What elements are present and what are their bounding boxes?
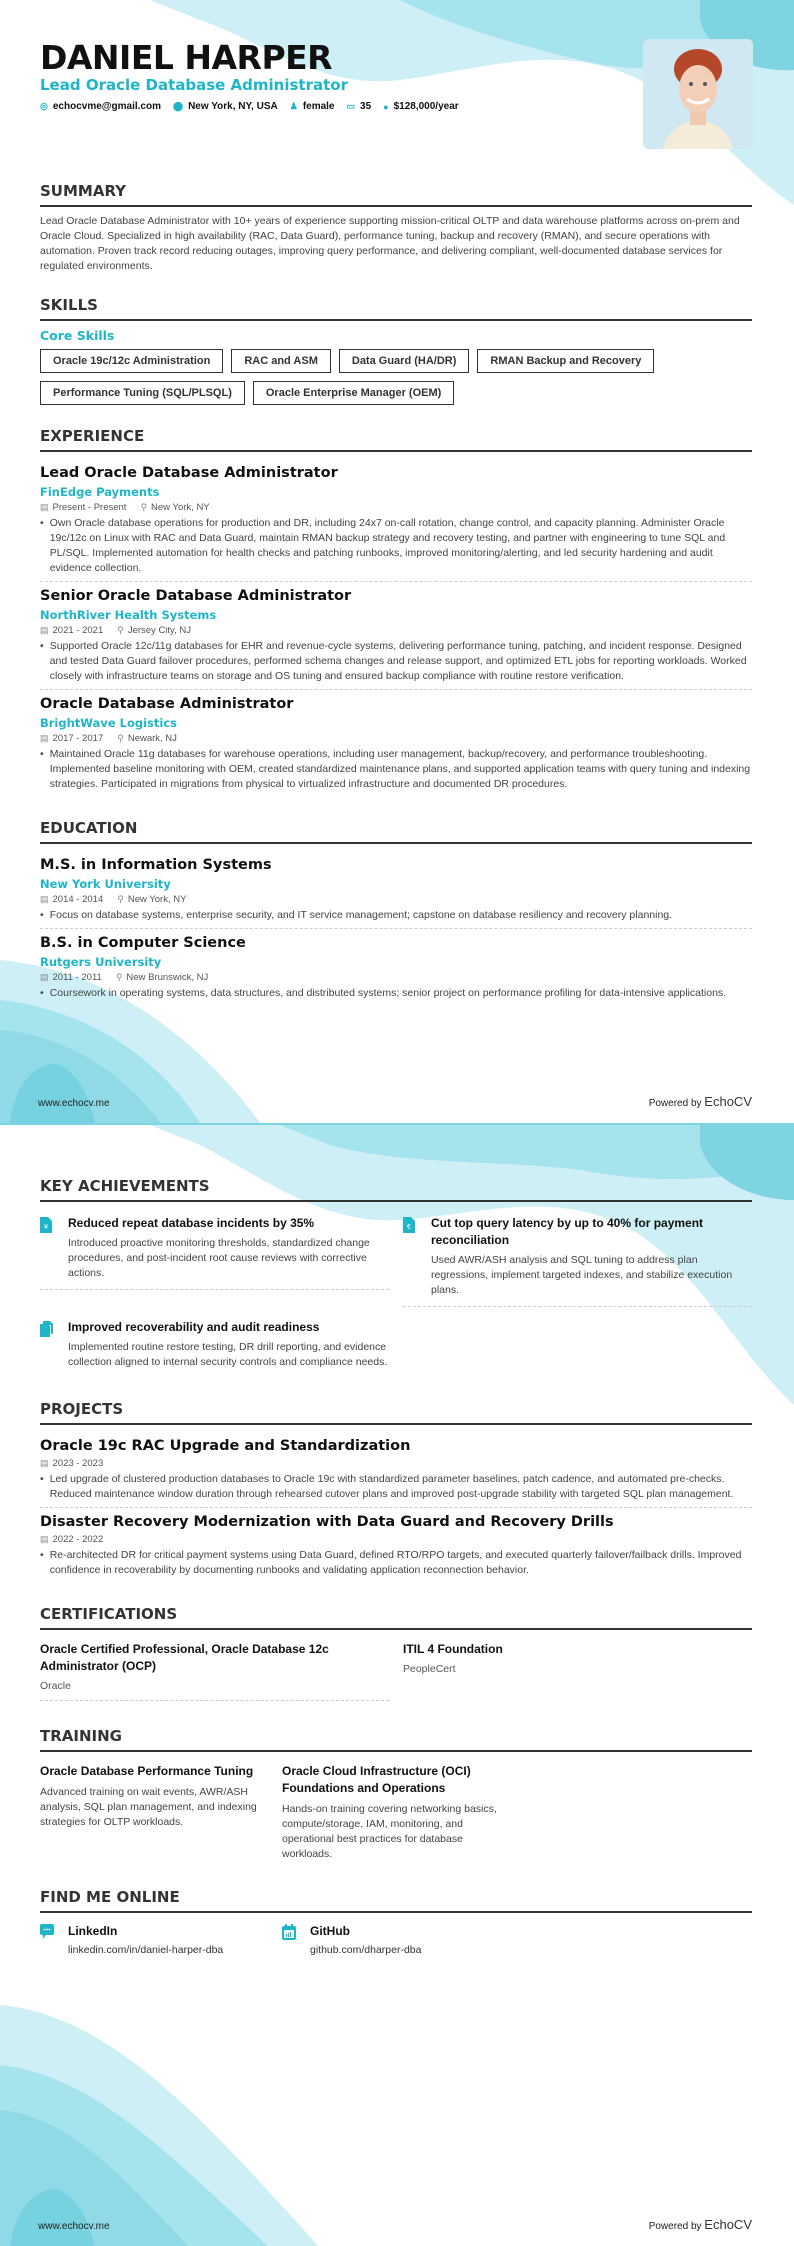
section-heading: SUMMARY xyxy=(40,182,752,207)
page-footer xyxy=(38,2217,752,2232)
job-description: Supported Oracle 12c/11g databases for EHR and revenue-cycle systems, delivering performance tuning, patching, and incident response. Designed and tested Data Guard failover procedures, performed schema changes and release support, and optimized ETL jobs for reporting workloads. Worked closely with infrastructure teams on storage and OS tuning and ensured backup compliance with routine restore verification. xyxy=(49,640,747,682)
training-title: Oracle Cloud Infrastructure (OCI) Foundations and Operations xyxy=(282,1764,471,1795)
location-pin-icon: ⚲ xyxy=(115,972,123,982)
achievement-item xyxy=(40,1313,389,1378)
copy-icon xyxy=(40,1319,54,1370)
person-icon: ♟ xyxy=(289,101,298,111)
online-url[interactable]: linkedin.com/in/daniel-harper-dba xyxy=(68,1944,224,1956)
location-pin-icon: ⬤ xyxy=(172,101,184,111)
edu-dates: 2011 - 2011 xyxy=(52,972,102,983)
online-url[interactable]: github.com/dharper-dba xyxy=(310,1944,422,1956)
section-heading: EDUCATION xyxy=(40,819,752,844)
candidate-name: DANIEL HARPER xyxy=(40,38,333,77)
project-description: Led upgrade of clustered production databases to Oracle 19c with standardized parameter baselines, patch cadence, and automated pre-checks. Reduced maintenance window duration through rehearsed cutover plans and improved post-upgrade stability with targeted SQL plan management. xyxy=(49,1473,734,1500)
company-name: NorthRiver Health Systems xyxy=(40,608,217,622)
edu-description: Focus on database systems, enterprise security, and IT service management; capstone on database resiliency and recovery planning. xyxy=(49,909,673,921)
project-entry: Disaster Recovery Modernization with Data Guard and Recovery Drills ▤ 2022 - 2022 • Re-architected DR for critical payment systems using Data Guard, defined RTO/RPO targets, and executed quarterly failover/failback drills. Improved confidence in recoverability by documenting runbooks and validating application reconnection behavior. xyxy=(40,1508,752,1583)
training-section xyxy=(40,1727,752,1862)
company-name: FinEdge Payments xyxy=(40,485,160,499)
footer-powered-label: Powered by xyxy=(648,1098,702,1109)
job-dates: Present - Present xyxy=(52,502,127,513)
achievement-item xyxy=(403,1209,752,1307)
job-description: Own Oracle database operations for production and DR, including 24x7 on-call rotation, change control, and capacity planning. Administer Oracle 19c/12c on Linux with RAC and Data Guard, maintain RMAN backup strategy and recovery testing, and partner with engineering to tune SQL and PL/SQL. Implemented automation for health checks and patching runbooks, improved monitoring/alerting, and led security hardening and audit evidence collection. xyxy=(49,517,726,574)
project-title: Oracle 19c RAC Upgrade and Standardization xyxy=(40,1438,411,1454)
skill-chip: RAC and ASM xyxy=(231,349,331,373)
experience-entry: Senior Oracle Database Administrator NorthRiver Health Systems ▤ 2021 - 2021 ⚲ Jersey City, NJ • Supported Oracle 12c/11g databases for EHR and revenue-cycle systems, delivering performance tuning, patching, and incident response. Designed and tested Data Guard failover procedures, performed schema changes and release support, and optimized ETL jobs for reporting workloads. Worked closely with infrastructure teams on storage and OS tuning and ensured backup compliance with routine restore verification. xyxy=(40,582,752,690)
location-pin-icon: ⚲ xyxy=(117,625,124,635)
job-location: New York, NY xyxy=(151,502,210,513)
document-icon xyxy=(40,1215,54,1281)
money-icon: ● xyxy=(383,101,389,112)
certifications-section xyxy=(40,1605,752,1701)
edu-location: New York, NY xyxy=(127,894,187,905)
skill-chip: Oracle Enterprise Manager (OEM) xyxy=(253,381,454,405)
achievement-description: Used AWR/ASH analysis and SQL tuning to address plan regressions, implement targeted indexes, and stabilize execution plans. xyxy=(431,1254,733,1296)
document-icon xyxy=(403,1215,417,1298)
achievement-description: Implemented routine restore testing, DR drill reporting, and evidence collection aligned to internal security controls and compliance needs. xyxy=(68,1341,388,1368)
training-title: Oracle Database Performance Tuning xyxy=(40,1764,254,1778)
certification-item xyxy=(403,1637,752,1683)
section-heading: KEY ACHIEVEMENTS xyxy=(40,1177,752,1202)
job-dates: 2021 - 2021 xyxy=(52,625,104,636)
calendar-icon: ▤ xyxy=(40,733,49,743)
job-location: Jersey City, NJ xyxy=(127,625,191,636)
edu-location: New Brunswick, NJ xyxy=(126,972,209,983)
candidate-title: Lead Oracle Database Administrator xyxy=(40,76,348,94)
school-name: New York University xyxy=(40,877,171,891)
job-title: Lead Oracle Database Administrator xyxy=(40,465,338,481)
online-link-github[interactable] xyxy=(282,1920,524,1956)
section-heading: TRAINING xyxy=(40,1727,752,1752)
certification-item xyxy=(40,1637,389,1701)
contact-email[interactable]: echocvme@gmail.com xyxy=(52,101,161,112)
svg-text:¥: ¥ xyxy=(44,1224,48,1231)
section-heading: FIND ME ONLINE xyxy=(40,1888,752,1913)
project-description: Re-architected DR for critical payment systems using Data Guard, defined RTO/RPO targets, and executed quarterly failover/failback drills. Improved confidence in recoverability by documenting runbooks and validating application reconnection behavior. xyxy=(49,1549,742,1576)
calendar-icon: ▤ xyxy=(40,625,49,635)
location-pin-icon: ⚲ xyxy=(117,733,124,743)
job-title: Senior Oracle Database Administrator xyxy=(40,588,352,604)
training-item xyxy=(40,1759,268,1862)
skills-section xyxy=(40,296,752,405)
degree: B.S. in Computer Science xyxy=(40,935,246,951)
achievement-description: Introduced proactive monitoring thresholds, standardized change procedures, and post-incident root cause reviews with corrective actions. xyxy=(68,1237,370,1279)
location-pin-icon: ⚲ xyxy=(117,894,124,904)
job-location: Newark, NJ xyxy=(127,733,177,744)
skill-chip: Performance Tuning (SQL/PLSQL) xyxy=(40,381,245,405)
edu-description: Coursework in operating systems, data structures, and distributed systems; senior project on performance profiling for data-intensive applications. xyxy=(49,987,727,999)
resume-page-2 xyxy=(0,1123,794,2246)
email-icon: ◎ xyxy=(40,101,48,111)
calendar-icon: ▤ xyxy=(40,894,49,904)
project-title: Disaster Recovery Modernization with Data Guard and Recovery Drills xyxy=(40,1514,614,1530)
skill-group-title: Core Skills xyxy=(40,328,115,343)
calendar-icon: ▭ xyxy=(346,101,356,111)
experience-entry: Oracle Database Administrator BrightWave Logistics ▤ 2017 - 2017 ⚲ Newark, NJ • Maintained Oracle 11g databases for warehouse operations, including user management, backup/recovery, and performance troubleshooting. Implemented baseline monitoring with OEM, created standardized maintenance plans, and supported application teams with query tuning and indexing strategies. Participated in migrations from physical to virtualized infrastructure and documented DR procedures. xyxy=(40,696,751,790)
job-dates: 2017 - 2017 xyxy=(52,733,104,744)
projects-section xyxy=(40,1400,752,1583)
contact-age: 35 xyxy=(360,101,372,112)
project-entry: Oracle 19c RAC Upgrade and Standardization ▤ 2023 - 2023 • Led upgrade of clustered production databases to Oracle 19c with standardized parameter baselines, patch cadence, and automated pre-checks. Reduced maintenance window duration through rehearsed cutover plans and improved post-upgrade stability with targeted SQL plan management. xyxy=(40,1432,752,1508)
education-entry: B.S. in Computer Science Rutgers University ▤ 2011 - 2011 ⚲ New Brunswick, NJ • Coursework in operating systems, data structures, and distributed systems; senior project on performance profiling for data-intensive applications. xyxy=(40,929,752,1006)
skill-chip: RMAN Backup and Recovery xyxy=(477,349,654,373)
certification-title: ITIL 4 Foundation xyxy=(403,1642,503,1656)
calendar-icon: ▤ xyxy=(40,502,49,512)
contact-gender: female xyxy=(302,101,335,112)
certification-issuer: PeopleCert xyxy=(403,1663,456,1675)
training-description: Hands-on training covering networking basics, compute/storage, IAM, monitoring, and operational best practices for database workloads. xyxy=(282,1803,497,1860)
achievement-title: Improved recoverability and audit readiness xyxy=(68,1320,320,1334)
project-dates: 2023 - 2023 xyxy=(52,1458,104,1469)
online-label: GitHub xyxy=(310,1924,350,1938)
online-section xyxy=(40,1888,752,1956)
footer-brand: EchoCV xyxy=(704,2217,752,2232)
achievement-item xyxy=(40,1209,389,1290)
training-description: Advanced training on wait events, AWR/ASH analysis, SQL plan management, and indexing strategies for OLTP workloads. xyxy=(40,1786,257,1828)
summary-section xyxy=(40,182,752,274)
calendar-icon: ▤ xyxy=(40,1458,49,1468)
footer-site-link[interactable]: www.echocv.me xyxy=(38,1098,110,1109)
online-link-linkedin[interactable] xyxy=(40,1920,282,1956)
project-dates: 2022 - 2022 xyxy=(52,1534,104,1545)
chat-bubble-icon xyxy=(40,1924,54,1956)
job-description: Maintained Oracle 11g databases for warehouse operations, including user management, backup/recovery, and performance troubleshooting. Implemented baseline monitoring with OEM, created standardized maintenance plans, and supported application teams with query tuning and indexing strategies. Participated in migrations from physical to virtualized infrastructure and documented DR procedures. xyxy=(49,748,751,790)
job-title: Oracle Database Administrator xyxy=(40,696,294,712)
achievement-title: Reduced repeat database incidents by 35% xyxy=(68,1216,315,1230)
section-heading: PROJECTS xyxy=(40,1400,752,1425)
skill-chip: Oracle 19c/12c Administration xyxy=(40,349,223,373)
contact-location: New York, NY, USA xyxy=(188,101,278,112)
skill-chip: Data Guard (HA/DR) xyxy=(339,349,470,373)
degree: M.S. in Information Systems xyxy=(40,857,272,873)
education-section xyxy=(40,819,752,1006)
contact-salary: $128,000/year xyxy=(393,101,459,112)
training-item xyxy=(282,1759,510,1862)
location-pin-icon: ⚲ xyxy=(140,502,148,512)
page-footer xyxy=(38,1094,752,1109)
svg-text:€: € xyxy=(407,1224,411,1231)
summary-text: Lead Oracle Database Administrator with 10+ years of experience supporting mission-critical OLTP and data warehouse platforms across on-prem and Oracle Cloud. Specialized in high availability (RAC, Data Guard), performance tuning, backup and recovery (RMAN), and secure operations with automation. Proven track record reducing outages, improving query performance, and delivering compliant, well-documented database services for regulated environments. xyxy=(40,215,740,272)
experience-entry: Lead Oracle Database Administrator FinEdge Payments ▤ Present - Present ⚲ New York, NY • Own Oracle database operations for production and DR, including 24x7 on-call rotation, change control, and capacity planning. Administer Oracle 19c/12c on Linux with RAC and Data Guard, maintain RMAN backup strategy and recovery testing, and partner with engineering to tune SQL and PL/SQL. Implemented automation for health checks and patching runbooks, improved monitoring/alerting, and led security hardening and audit evidence collection. xyxy=(40,459,752,582)
experience-section xyxy=(40,427,752,797)
company-name: BrightWave Logistics xyxy=(40,716,177,730)
section-heading: EXPERIENCE xyxy=(40,427,752,452)
certification-issuer: Oracle xyxy=(40,1680,71,1692)
edu-dates: 2014 - 2014 xyxy=(52,894,104,905)
calendar-icon: ▤ xyxy=(40,972,49,982)
calendar-icon: ▤ xyxy=(40,1534,49,1544)
calendar-chart-icon xyxy=(282,1924,296,1956)
school-name: Rutgers University xyxy=(40,955,162,969)
section-heading: CERTIFICATIONS xyxy=(40,1605,752,1630)
footer-brand: EchoCV xyxy=(704,1094,752,1109)
achievement-title: Cut top query latency by up to 40% for payment reconciliation xyxy=(431,1216,704,1247)
certification-title: Oracle Certified Professional, Oracle Database 12c Administrator (OCP) xyxy=(40,1642,329,1673)
online-label: LinkedIn xyxy=(68,1924,118,1938)
section-heading: SKILLS xyxy=(40,296,752,321)
achievements-section xyxy=(40,1177,752,1378)
footer-powered-label: Powered by xyxy=(648,2221,702,2232)
education-entry: M.S. in Information Systems New York University ▤ 2014 - 2014 ⚲ New York, NY • Focus on database systems, enterprise security, and IT service management; capstone on database resiliency and recovery planning. xyxy=(40,851,752,929)
footer-site-link[interactable]: www.echocv.me xyxy=(38,2221,110,2232)
